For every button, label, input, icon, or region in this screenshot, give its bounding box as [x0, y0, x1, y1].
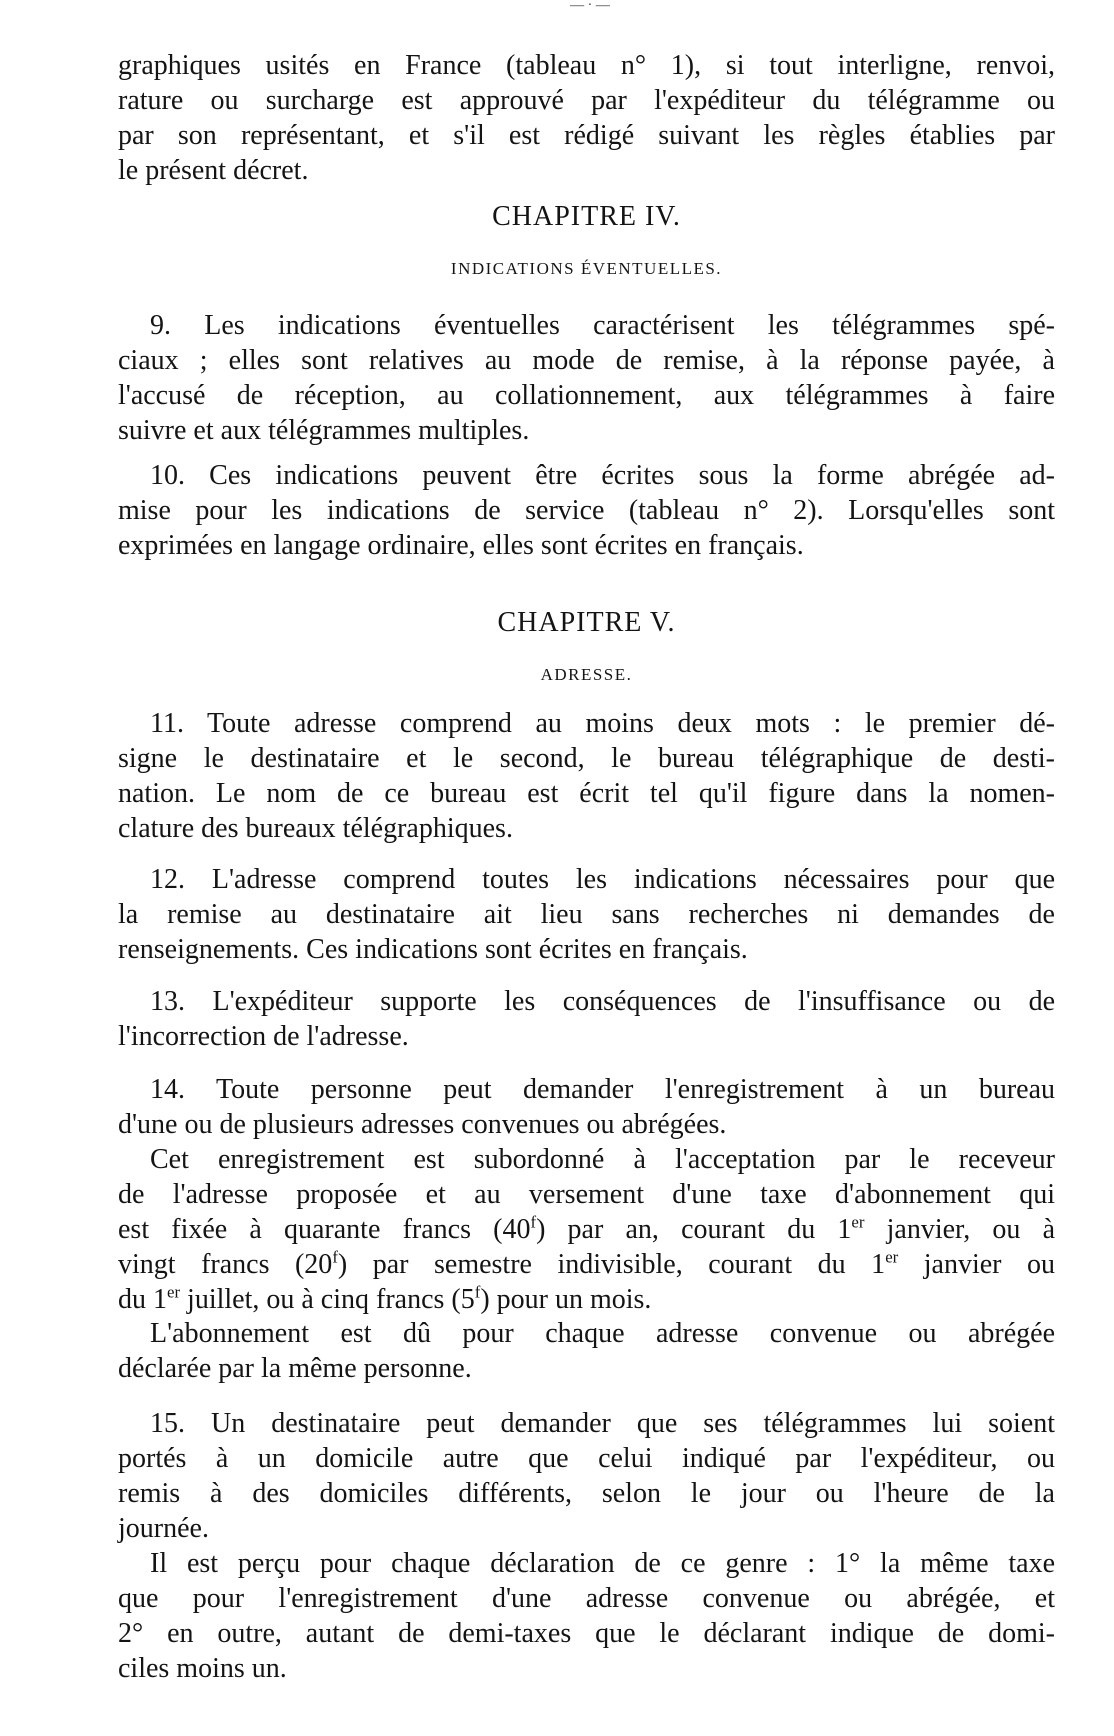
text-line: 15. Un destinataire peut demander que ses télégrammes lui soient — [150, 1408, 1055, 1439]
paragraph-14-subscription — [118, 1142, 1055, 1317]
text-line: déclarée par la même personne. — [118, 1353, 472, 1384]
text-line: Il est perçu pour chaque déclaration de ce genre : 1° la même taxe — [150, 1548, 1055, 1579]
text-line: remis à des domiciles différents, selon le jour ou l'heure de la — [118, 1478, 1055, 1509]
text-line: 13. L'expéditeur supporte les conséquences de l'insuffisance ou de — [150, 986, 1055, 1017]
paragraph-14-note — [118, 1316, 1055, 1386]
text-line: clature des bureaux télégraphiques. — [118, 813, 513, 844]
paragraph-11 — [118, 706, 1055, 846]
text-line: portés à un domicile autre que celui indiqué par l'expéditeur, ou — [118, 1443, 1055, 1474]
paragraph-9 — [118, 308, 1055, 448]
paragraph-15 — [118, 1406, 1055, 1546]
chapter-5-title: CHAPITRE V. — [497, 607, 676, 638]
chapter-5-subtitle: ADRESSE. — [540, 665, 633, 684]
text-line: ciles moins un. — [118, 1653, 287, 1684]
page-header-mark: — · — — [570, 0, 610, 13]
chapter-4-title: CHAPITRE IV. — [492, 201, 681, 232]
text-line: que pour l'enregistrement d'une adresse convenue ou abrégée, et — [118, 1583, 1055, 1614]
text-line: le présent décret. — [118, 155, 309, 186]
text-line: graphiques usités en France (tableau n° 1), si tout interligne, renvoi, — [118, 50, 1055, 81]
text-line: L'abonnement est dû pour chaque adresse convenue ou abrégée — [150, 1318, 1055, 1349]
text-line: exprimées en langage ordinaire, elles sont écrites en français. — [118, 530, 804, 561]
text-line: renseignements. Ces indications sont écrites en français. — [118, 934, 748, 965]
paragraph-12 — [118, 862, 1055, 967]
text-line: ciaux ; elles sont relatives au mode de remise, à la réponse payée, à — [118, 345, 1055, 376]
text-line: par son représentant, et s'il est rédigé suivant les règles établies par — [118, 120, 1055, 151]
text-line: 11. Toute adresse comprend au moins deux mots : le premier dé- — [150, 708, 1055, 739]
paragraph-10 — [118, 458, 1055, 563]
text-line: l'incorrection de l'adresse. — [118, 1021, 409, 1052]
text-line: vingt francs (20$^f$) par semestre indivisible, courant du 1er janvier ou — [118, 1247, 1055, 1280]
text-line: 9. Les indications éventuelles caractérisent les télégrammes spé- — [150, 310, 1055, 341]
text-line: mise pour les indications de service (tableau n° 2). Lorsqu'elles sont — [118, 495, 1055, 526]
paragraph-14 — [118, 1072, 1055, 1142]
text-line: suivre et aux télégrammes multiples. — [118, 415, 530, 446]
text-line: journée. — [118, 1513, 209, 1544]
text-line: d'une ou de plusieurs adresses convenues ou abrégées. — [118, 1109, 727, 1140]
text-line: la remise au destinataire ait lieu sans recherches ni demandes de — [118, 899, 1055, 930]
text-line: est fixée à quarante francs (40$^f$) par an, courant du 1er janvier, ou à — [118, 1212, 1055, 1245]
text-line: 12. L'adresse comprend toutes les indications nécessaires pour que — [150, 864, 1055, 895]
intro-paragraph — [118, 48, 1055, 188]
text-line: de l'adresse proposée et au versement d'une taxe d'abonnement qui — [118, 1179, 1055, 1210]
paragraph-15-tax — [118, 1546, 1055, 1686]
text-line: l'accusé de réception, au collationnement, aux télégrammes à faire — [118, 380, 1055, 411]
text-line: Cet enregistrement est subordonné à l'acceptation par le receveur — [150, 1144, 1055, 1175]
text-line: rature ou surcharge est approuvé par l'expéditeur du télégramme ou — [118, 85, 1055, 116]
text-line: du 1er juillet, ou à cinq francs (5$^f$) pour un mois. — [118, 1282, 652, 1315]
text-line: nation. Le nom de ce bureau est écrit tel qu'il figure dans la nomen- — [118, 778, 1055, 809]
text-line: 10. Ces indications peuvent être écrites sous la forme abrégée ad- — [150, 460, 1055, 491]
paragraph-13 — [118, 984, 1055, 1054]
text-line: signe le destinataire et le second, le bureau télégraphique de desti- — [118, 743, 1055, 774]
text-line: 14. Toute personne peut demander l'enregistrement à un bureau — [150, 1074, 1055, 1105]
text-line: 2° en outre, autant de demi-taxes que le déclarant indique de domi- — [118, 1618, 1055, 1649]
chapter-4-subtitle: INDICATIONS ÉVENTUELLES. — [450, 259, 723, 278]
